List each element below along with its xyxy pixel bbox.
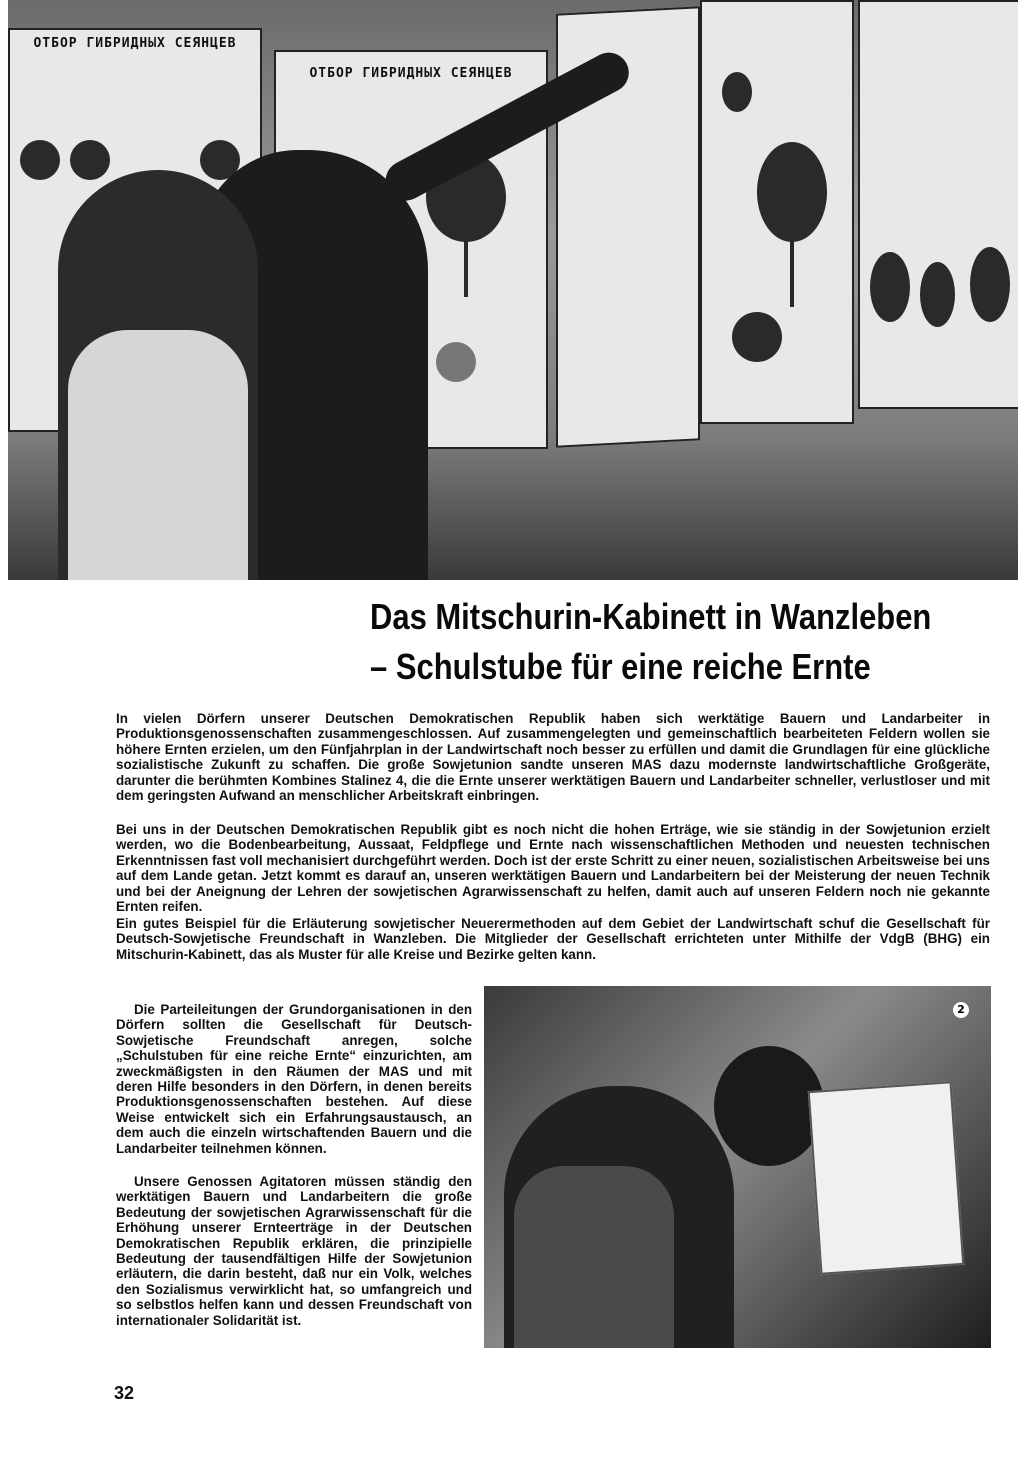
- poster-right-3: [858, 0, 1018, 409]
- woman-sweater: [68, 330, 248, 580]
- paragraph-5: Unsere Genossen Agitatoren müssen ständig den werktätigen Bauern und Landarbeitern die große Bedeutung der sowjetischen Agrarwissenschaft für die Erhöhung unserer Ernteerträge in der Deutschen Demokratischen Republik erklären, die prinzipielle Bedeutung der tausendfältigen Hilfe der Sowjetunion erläutern, die darin besteht, daß nur ein Volk, welches den Sozialismus verwirklicht hat, so umfangreich und so selbstlos helfen kann und dessen Freundschaft von internationaler Solidarität ist.: [116, 1174, 472, 1328]
- poster-left-title: ОТБОР ГИБРИДНЫХ СЕЯНЦЕВ: [33, 36, 237, 51]
- photo-two-women-reading: [484, 986, 991, 1348]
- paragraph-4: Die Parteileitungen der Grundorganisationen in den Dörfern sollten die Gesellschaft für Deutsch-Sowjetische Freundschaft anregen, solche „Schulstuben für eine reiche Ernte“ einzurichten, am zweckmäßigsten in den Räumen der MAS und mit deren Hilfe besonders in den Dörfern, in denen bereits Produktionsgenossenschaften bestehen. Auf diese Weise entwickelt sich ein Erfahrungsaustausch, an dem auch die einzeln wirtschaftenden Bauern und die Landarbeiter teilnehmen können.: [116, 1002, 472, 1156]
- photo-number-badge: 2: [953, 1002, 969, 1018]
- poster-center-title: ОТБОР ГИБРИДНЫХ СЕЯНЦЕВ: [309, 66, 513, 81]
- headline-line-1: Das Mitschurin-Kabinett in Wanzleben: [370, 596, 932, 637]
- page-number: 32: [114, 1383, 135, 1403]
- headline-line-2: – Schulstube für eine reiche Ernte: [370, 646, 871, 687]
- article-headline: [370, 592, 932, 692]
- paragraph-3: Ein gutes Beispiel für die Erläuterung sowjetischer Neuerermethoden auf dem Gebiet der Landwirtschaft schuf die Gesellschaft für Deutsch-Sowjetische Freundschaft in Wanzleben. Die Mitglieder der Gesellschaft errichteten unter Mithilfe der VdgB (BHG) ein Mitschurin-Kabinett, das als Muster für alle Kreise und Bezirke gelten kann.: [116, 916, 990, 962]
- photo-mitschurin-cabinet: [8, 0, 1018, 580]
- paragraph-2: Bei uns in der Deutschen Demokratischen Republik gibt es noch nicht die hohen Erträge, wie sie ständig in der Sowjetunion erzielt werden, wo die Bodenbearbeitung, Aussaat, Feldpflege und Ernte nach wissenschaftlichen Methoden und neuesten technischen Erkenntnissen fast voll mechanisiert durchgeführt werden. Doch ist der erste Schritt zu einer neuen, sozialistischen Arbeitsweise bei uns auf dem Lande getan. Jetzt kommt es darauf an, unseren werktätigen Bauern und Landarbeitern bei der Meisterung der neuen Technik und bei der Aneignung der Lehren der sowjetischen Agrarwissenschaft zu helfen, damit auch auf unseren Feldern noch nie gekannte Ernten reifen.: [116, 822, 990, 915]
- poster-right-2: [700, 0, 854, 424]
- paragraph-1: In vielen Dörfern unserer Deutschen Demokratischen Republik haben sich werktätige Bauern und Landarbeiter in Produktionsgenossenschaften zusammengeschlossen. Auf zusammengelegten und gemeinschaftlich bearbeiteten Feldern wollen sie höhere Ernten erzielen, um den Fünfjahrplan in der Landwirtschaft noch besser zu erfüllen und damit die Grundlagen für eine glückliche sozialistische Zukunft zu schaffen. Die große Sowjetunion sandte unseren MAS dazu modernste landwirtschaftliche Großgeräte, darunter die berühmten Kombines Stalinez 4, die die Ernte unserer werktätigen Bauern und Landarbeiter schneller, verlustloser und mit dem geringsten Aufwand an menschlicher Arbeitskraft einbringen.: [116, 711, 990, 804]
